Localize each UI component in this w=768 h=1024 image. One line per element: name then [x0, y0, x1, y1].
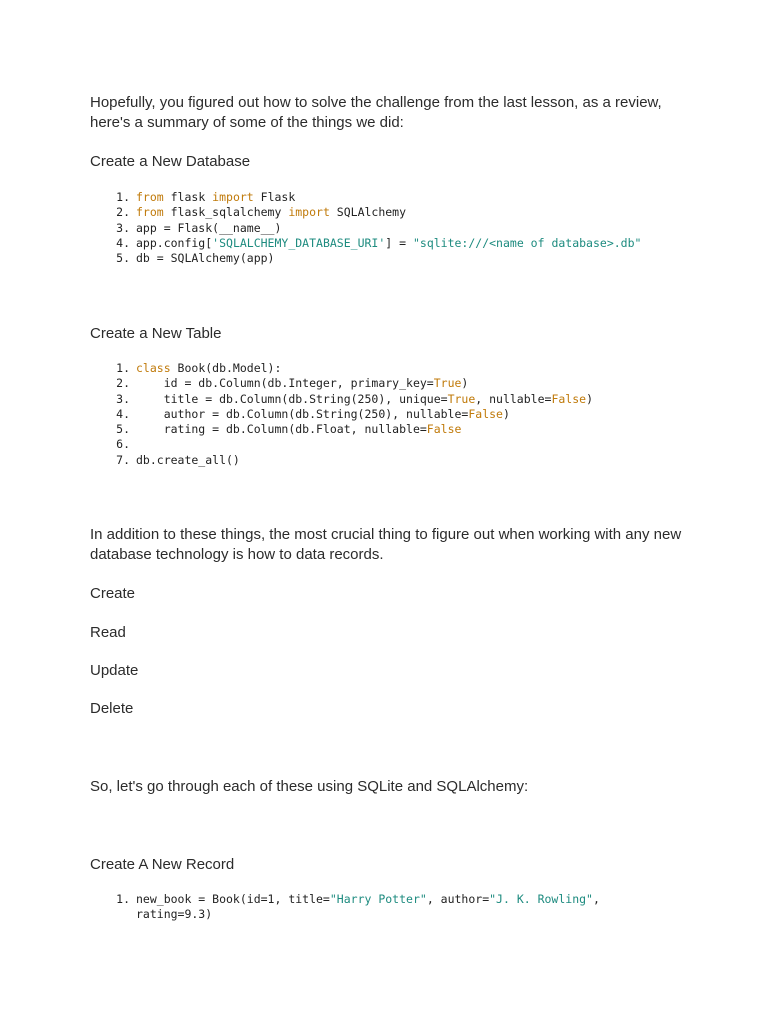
code-line: [108, 422, 593, 437]
code-keyword: True: [433, 376, 462, 391]
go-through-paragraph: So, let's go through each of these using SQLite and SQLAlchemy:: [90, 778, 529, 795]
code-string: 'SQLALCHEMY_DATABASE_URI': [212, 235, 386, 250]
code-text: Book(db.Model):: [170, 361, 282, 375]
code-keyword: True: [447, 391, 476, 406]
code-text: db = SQLAlchemy(app): [136, 251, 275, 266]
crud-update: Update: [90, 662, 139, 679]
code-text: flask: [163, 190, 213, 204]
code-line-continuation: rating=9.3): [136, 907, 213, 922]
code-line: [108, 453, 593, 468]
line-number: 7.: [116, 452, 130, 467]
code-text: app = Flask(__name__): [136, 220, 282, 235]
code-line: [108, 392, 593, 407]
code-text: ): [586, 391, 593, 406]
line-number: 4.: [116, 235, 130, 250]
heading-create-table: Create a New Table: [90, 325, 222, 342]
code-line: [108, 437, 593, 452]
code-line: [108, 221, 641, 236]
code-text: ): [461, 376, 469, 391]
code-text: rating = db.Column(db.Float, nullable=: [136, 422, 427, 437]
code-text: new_book = Book(id=1, title=: [136, 892, 330, 906]
line-number: 1.: [116, 361, 130, 375]
crud-read: Read: [90, 624, 126, 641]
code-line: [108, 205, 641, 220]
code-keyword: from: [136, 190, 164, 204]
code-text: author = db.Column(db.String(250), nullable=: [136, 406, 469, 421]
code-text: ] =: [385, 235, 413, 250]
code-line: [108, 251, 641, 266]
code-line: [108, 190, 641, 205]
line-number: 3.: [116, 220, 130, 235]
code-block-create-table: [108, 361, 593, 468]
heading-create-record: Create A New Record: [90, 856, 235, 873]
crud-delete: Delete: [90, 700, 134, 717]
code-text: Flask: [253, 190, 296, 204]
code-text: db.create_all(): [136, 452, 240, 467]
code-block-create-record: [108, 892, 600, 923]
code-keyword: False: [426, 422, 462, 437]
code-line: [108, 361, 593, 376]
code-string: "Harry Potter": [329, 892, 427, 906]
intro-paragraph: Hopefully, you figured out how to solve the challenge from the last lesson, as a review, here's a summary of some of the things we did:: [90, 94, 662, 131]
code-keyword: import: [288, 205, 330, 220]
line-number: 2.: [116, 205, 130, 220]
code-string: "sqlite:///<name of database>.db": [412, 235, 642, 250]
code-text: title = db.Column(db.String(250), unique=: [136, 391, 448, 406]
code-text: , nullable=: [475, 391, 552, 406]
code-keyword: class: [136, 361, 171, 375]
line-number: 5.: [116, 422, 130, 437]
line-number: 1.: [116, 892, 130, 906]
line-number: 3.: [116, 391, 130, 406]
code-keyword: import: [212, 190, 254, 204]
code-text: ): [502, 406, 510, 421]
code-text: app.config[: [136, 235, 213, 250]
code-keyword: False: [468, 406, 503, 421]
code-keyword: from: [136, 205, 164, 220]
line-number: 5.: [116, 251, 130, 266]
line-number: 6.: [116, 437, 130, 452]
code-text: flask_sqlalchemy: [163, 205, 289, 220]
heading-create-database: Create a New Database: [90, 153, 251, 170]
line-number: 4.: [116, 406, 130, 421]
code-keyword: False: [551, 391, 587, 406]
code-line: [108, 407, 593, 422]
code-line: [108, 236, 641, 251]
code-line: [108, 376, 593, 391]
code-text: ,: [592, 892, 600, 906]
line-number: 1.: [116, 190, 130, 204]
code-string: "J. K. Rowling": [489, 892, 593, 906]
code-text: SQLAlchemy: [329, 205, 407, 220]
code-text: id = db.Column(db.Integer, primary_key=: [136, 376, 434, 391]
crud-create: Create: [90, 585, 136, 602]
line-number: 2.: [116, 376, 130, 391]
addition-paragraph: In addition to these things, the most crucial thing to figure out when working with any new database technology is how to data records.: [90, 526, 682, 563]
code-text: , author=: [426, 892, 490, 906]
code-line: [108, 892, 600, 907]
code-block-create-database: [108, 190, 641, 266]
